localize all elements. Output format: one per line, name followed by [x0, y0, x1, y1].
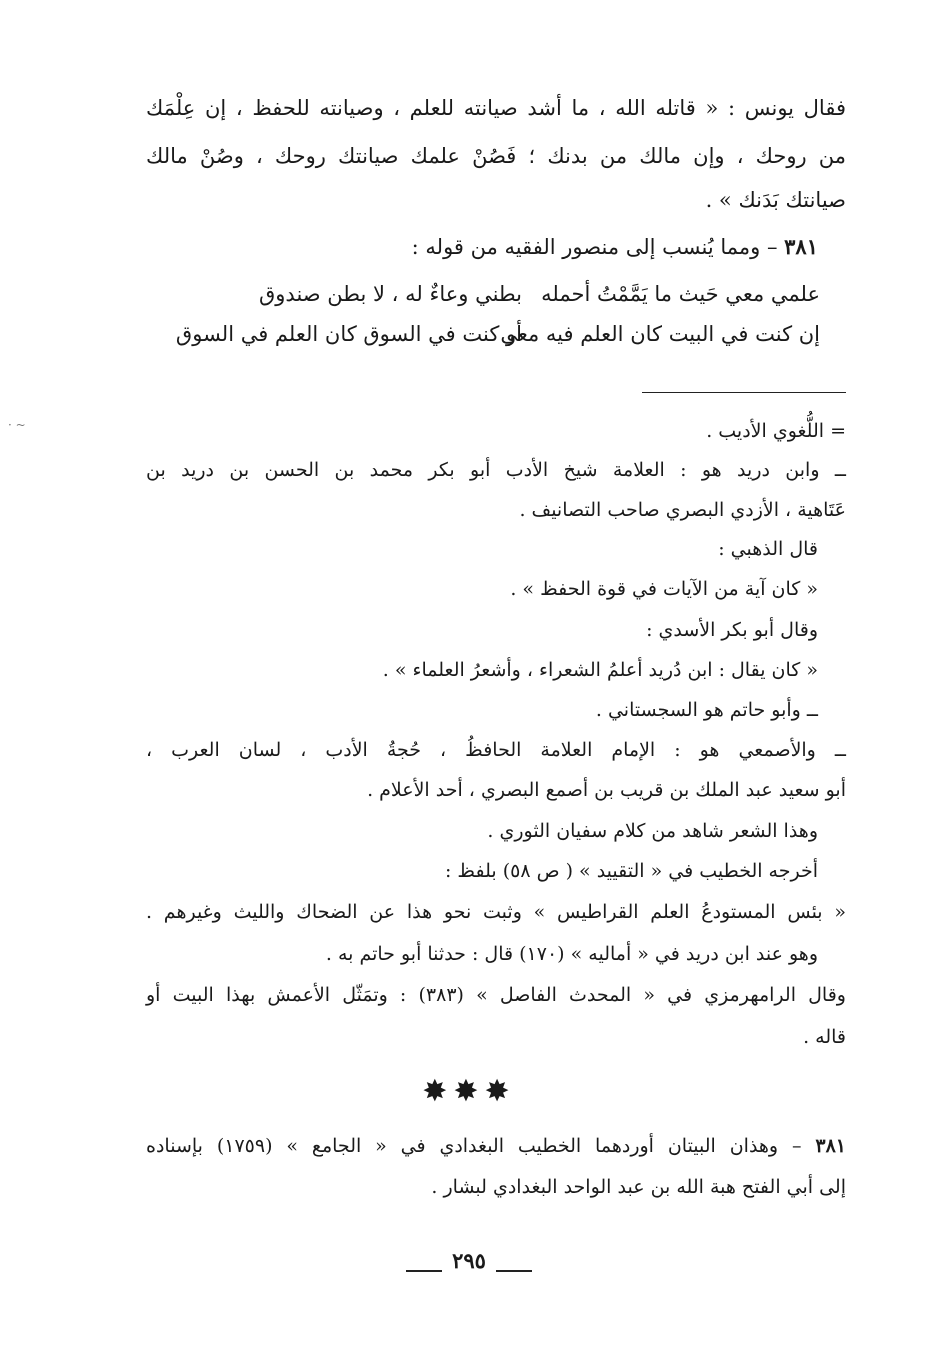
footnote-line-15: وقال الرامهرمزي في « المحدث الفاصل » (٣٨٣) : وتمَثّل الأعمش بهذا البيت أو — [146, 984, 846, 1006]
footnote-line-14: وهو عند ابن دريد في « أماليه » (١٧٠) قال : حدثنا أبو حاتم به . — [325, 943, 818, 965]
footnote-line-9: ــ والأصمعي هو : الإمام العلامة الحافظُ ، حُجةُ الأدب ، لسان العرب ، — [146, 739, 846, 761]
footnote-line-11: وهذا الشعر شاهد من كلام سفيان الثوري . — [487, 820, 818, 842]
final-note-line-2: إلى أبي الفتح هبة الله بن عبد الواحد البغدادي لبشار . — [431, 1176, 846, 1198]
footnote-separator-rule — [642, 392, 846, 393]
verse-1-second-hemistich: بطني وعاءٌ له ، لا بطن صندوق — [258, 282, 522, 306]
footnote-line-7: « كان يقال : ابن دُريد أعلمُ الشعراء ، وأشعرُ العلماء » . — [382, 659, 818, 681]
final-note-line-1 — [146, 1135, 846, 1157]
final-note-number: ٣٨١ — [815, 1135, 846, 1157]
footnote-line-13: « بئس المستودعُ العلم القراطيس » وثبت نحو هذا عن الضحاك والليث وغيرهم . — [146, 901, 846, 923]
footnote-line-8: ــ وأبو حاتم هو السجستاني . — [595, 699, 818, 721]
page-number-value: ٢٩٥ — [452, 1248, 486, 1273]
footnote-line-2: ــ وابن دريد هو : العلامة شيخ الأدب أبو بكر محمد بن الحسن بن دريد بن — [146, 459, 846, 481]
entry-intro: – ومما يُنسب إلى منصور الفقيه من قوله : — [411, 235, 785, 259]
footnote-line-10: أبو سعيد عبد الملك بن قريب بن أصمع البصري ، أحد الأعلام . — [367, 779, 846, 801]
footnote-line-1: = اللُّغوي الأديب . — [706, 420, 846, 442]
footnote-line-16: قاله . — [803, 1026, 846, 1048]
section-separator-stars: ✸✸✸ — [422, 1074, 516, 1109]
page-number — [0, 1248, 938, 1273]
footnote-line-3: عَتَاهية ، الأزدي البصري صاحب التصانيف . — [519, 499, 846, 521]
entry-381-heading — [118, 234, 818, 259]
verse-2-second-hemistich: أو كنت في السوق كان العلم في السوق — [175, 322, 522, 346]
margin-mark: · ~ — [8, 418, 26, 432]
entry-number: ٣٨١ — [784, 234, 818, 259]
footnote-line-4: قال الذهبي : — [718, 538, 818, 560]
footnote-line-6: وقال أبو بكر الأسدي : — [646, 619, 818, 641]
verse-1-first-hemistich: علمي معي حَيث ما يَمَّمْتُ أحمله — [541, 282, 820, 306]
footnote-line-12: أخرجه الخطيب في « التقييد » ( ص ٥٨) بلفظ : — [444, 860, 818, 882]
footnote-line-5: « كان آية من الآيات في قوة الحفظ » . — [510, 578, 818, 600]
final-note-text: – وهذان البيتان أوردهما الخطيب البغدادي في « الجامع » (١٧٥٩) بإسناده — [146, 1135, 816, 1157]
body-line-2: من روحك ، وإن مالك من بدنك ؛ فَصُنْ علمك صيانتك روحك ، وصُنْ مالك — [146, 144, 846, 168]
page-number-dash-right — [496, 1270, 532, 1272]
body-line-3: صيانتك بَدَنك » . — [705, 188, 846, 212]
page-number-dash-left — [406, 1270, 442, 1272]
verse-2-first-hemistich: إن كنت في البيت كان العلم فيه معي — [500, 322, 820, 346]
body-line-1: فقال يونس : « قاتله الله ، ما أشد صيانته للعلم ، وصيانته للحفظ ، إن عِلْمَك — [146, 96, 846, 120]
